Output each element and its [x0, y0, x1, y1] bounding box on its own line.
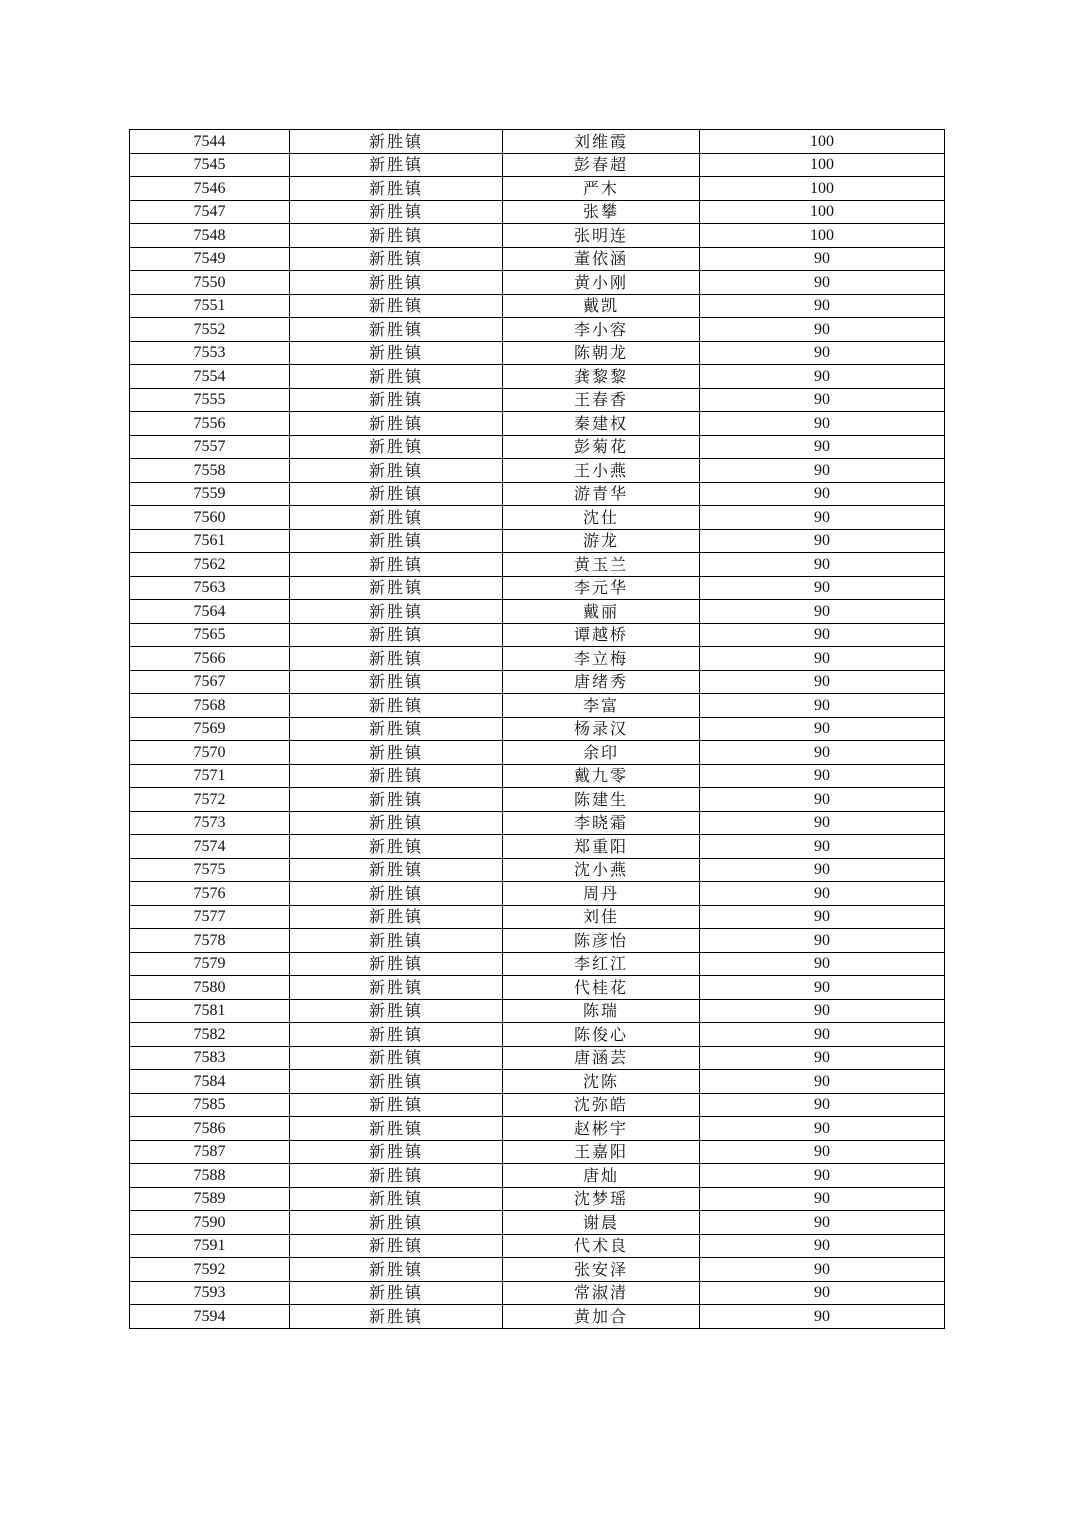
person-name-cell: 沈仕 [503, 506, 700, 530]
person-name-cell: 沈弥皓 [503, 1093, 700, 1117]
roster-table-body [130, 130, 945, 1329]
score-cell: 100 [700, 153, 945, 177]
person-name-cell: 刘佳 [503, 905, 700, 929]
person-name-cell: 陈建生 [503, 788, 700, 812]
town-cell: 新胜镇 [290, 1234, 503, 1258]
person-name-cell: 戴凯 [503, 294, 700, 318]
table-row [130, 1117, 945, 1141]
row-number-cell: 7588 [130, 1164, 290, 1188]
score-cell: 90 [700, 623, 945, 647]
table-row [130, 670, 945, 694]
score-cell: 90 [700, 365, 945, 389]
town-cell: 新胜镇 [290, 905, 503, 929]
score-cell: 90 [700, 1117, 945, 1141]
person-name-cell: 周丹 [503, 882, 700, 906]
person-name-cell: 游青华 [503, 482, 700, 506]
town-cell: 新胜镇 [290, 1258, 503, 1282]
person-name-cell: 戴丽 [503, 600, 700, 624]
row-number-cell: 7571 [130, 764, 290, 788]
town-cell: 新胜镇 [290, 952, 503, 976]
score-cell: 90 [700, 952, 945, 976]
table-row [130, 811, 945, 835]
row-number-cell: 7554 [130, 365, 290, 389]
row-number-cell: 7587 [130, 1140, 290, 1164]
row-number-cell: 7548 [130, 224, 290, 248]
score-cell: 90 [700, 1070, 945, 1094]
row-number-cell: 7547 [130, 200, 290, 224]
score-cell: 90 [700, 1093, 945, 1117]
person-name-cell: 李元华 [503, 576, 700, 600]
score-cell: 90 [700, 1211, 945, 1235]
town-cell: 新胜镇 [290, 200, 503, 224]
score-cell: 90 [700, 1164, 945, 1188]
row-number-cell: 7585 [130, 1093, 290, 1117]
score-cell: 100 [700, 177, 945, 201]
town-cell: 新胜镇 [290, 694, 503, 718]
town-cell: 新胜镇 [290, 1140, 503, 1164]
person-name-cell: 彭春超 [503, 153, 700, 177]
score-cell: 90 [700, 459, 945, 483]
town-cell: 新胜镇 [290, 553, 503, 577]
town-cell: 新胜镇 [290, 459, 503, 483]
town-cell: 新胜镇 [290, 1046, 503, 1070]
table-row [130, 717, 945, 741]
score-cell: 90 [700, 1258, 945, 1282]
score-cell: 90 [700, 271, 945, 295]
row-number-cell: 7580 [130, 976, 290, 1000]
person-name-cell: 余印 [503, 741, 700, 765]
table-row [130, 623, 945, 647]
town-cell: 新胜镇 [290, 623, 503, 647]
town-cell: 新胜镇 [290, 858, 503, 882]
row-number-cell: 7562 [130, 553, 290, 577]
row-number-cell: 7550 [130, 271, 290, 295]
score-cell: 90 [700, 905, 945, 929]
row-number-cell: 7572 [130, 788, 290, 812]
person-name-cell: 沈小燕 [503, 858, 700, 882]
town-cell: 新胜镇 [290, 1281, 503, 1305]
town-cell: 新胜镇 [290, 576, 503, 600]
person-name-cell: 陈俊心 [503, 1023, 700, 1047]
person-name-cell: 谭越桥 [503, 623, 700, 647]
score-cell: 90 [700, 1187, 945, 1211]
town-cell: 新胜镇 [290, 388, 503, 412]
row-number-cell: 7583 [130, 1046, 290, 1070]
score-cell: 90 [700, 412, 945, 436]
row-number-cell: 7577 [130, 905, 290, 929]
town-cell: 新胜镇 [290, 1117, 503, 1141]
score-cell: 100 [700, 130, 945, 154]
score-cell: 90 [700, 882, 945, 906]
score-cell: 90 [700, 553, 945, 577]
table-row [130, 506, 945, 530]
town-cell: 新胜镇 [290, 1070, 503, 1094]
person-name-cell: 王小燕 [503, 459, 700, 483]
row-number-cell: 7575 [130, 858, 290, 882]
table-row [130, 341, 945, 365]
person-name-cell: 张明连 [503, 224, 700, 248]
row-number-cell: 7556 [130, 412, 290, 436]
person-name-cell: 李小容 [503, 318, 700, 342]
score-cell: 90 [700, 318, 945, 342]
town-cell: 新胜镇 [290, 717, 503, 741]
table-row [130, 741, 945, 765]
table-row [130, 1234, 945, 1258]
person-name-cell: 李红江 [503, 952, 700, 976]
score-cell: 90 [700, 1305, 945, 1329]
score-cell: 100 [700, 200, 945, 224]
town-cell: 新胜镇 [290, 412, 503, 436]
table-row [130, 764, 945, 788]
person-name-cell: 唐灿 [503, 1164, 700, 1188]
town-cell: 新胜镇 [290, 506, 503, 530]
table-row [130, 553, 945, 577]
row-number-cell: 7591 [130, 1234, 290, 1258]
person-name-cell: 张攀 [503, 200, 700, 224]
score-cell: 90 [700, 999, 945, 1023]
score-cell: 90 [700, 670, 945, 694]
town-cell: 新胜镇 [290, 1211, 503, 1235]
town-cell: 新胜镇 [290, 1187, 503, 1211]
town-cell: 新胜镇 [290, 1164, 503, 1188]
row-number-cell: 7567 [130, 670, 290, 694]
person-name-cell: 李立梅 [503, 647, 700, 671]
table-row [130, 1258, 945, 1282]
score-cell: 90 [700, 741, 945, 765]
table-row [130, 294, 945, 318]
row-number-cell: 7564 [130, 600, 290, 624]
town-cell: 新胜镇 [290, 670, 503, 694]
score-cell: 90 [700, 1140, 945, 1164]
person-name-cell: 唐绪秀 [503, 670, 700, 694]
row-number-cell: 7568 [130, 694, 290, 718]
town-cell: 新胜镇 [290, 529, 503, 553]
table-row [130, 1305, 945, 1329]
row-number-cell: 7545 [130, 153, 290, 177]
row-number-cell: 7570 [130, 741, 290, 765]
table-row [130, 388, 945, 412]
person-name-cell: 李晓霜 [503, 811, 700, 835]
town-cell: 新胜镇 [290, 177, 503, 201]
table-row [130, 459, 945, 483]
row-number-cell: 7584 [130, 1070, 290, 1094]
roster-table [129, 129, 945, 1329]
score-cell: 90 [700, 1023, 945, 1047]
row-number-cell: 7579 [130, 952, 290, 976]
person-name-cell: 郑重阳 [503, 835, 700, 859]
town-cell: 新胜镇 [290, 435, 503, 459]
person-name-cell: 游龙 [503, 529, 700, 553]
town-cell: 新胜镇 [290, 600, 503, 624]
row-number-cell: 7578 [130, 929, 290, 953]
person-name-cell: 戴九零 [503, 764, 700, 788]
person-name-cell: 王春香 [503, 388, 700, 412]
row-number-cell: 7594 [130, 1305, 290, 1329]
score-cell: 90 [700, 835, 945, 859]
table-row [130, 576, 945, 600]
town-cell: 新胜镇 [290, 929, 503, 953]
row-number-cell: 7553 [130, 341, 290, 365]
row-number-cell: 7549 [130, 247, 290, 271]
row-number-cell: 7589 [130, 1187, 290, 1211]
person-name-cell: 严木 [503, 177, 700, 201]
table-row [130, 929, 945, 953]
table-row [130, 1046, 945, 1070]
person-name-cell: 董依涵 [503, 247, 700, 271]
table-row [130, 858, 945, 882]
table-row [130, 999, 945, 1023]
score-cell: 90 [700, 341, 945, 365]
row-number-cell: 7552 [130, 318, 290, 342]
table-row [130, 1023, 945, 1047]
town-cell: 新胜镇 [290, 294, 503, 318]
person-name-cell: 代桂花 [503, 976, 700, 1000]
town-cell: 新胜镇 [290, 341, 503, 365]
row-number-cell: 7573 [130, 811, 290, 835]
score-cell: 90 [700, 788, 945, 812]
score-cell: 90 [700, 647, 945, 671]
table-row [130, 318, 945, 342]
person-name-cell: 张安泽 [503, 1258, 700, 1282]
table-row [130, 882, 945, 906]
person-name-cell: 龚黎黎 [503, 365, 700, 389]
table-row [130, 435, 945, 459]
table-row [130, 200, 945, 224]
town-cell: 新胜镇 [290, 1305, 503, 1329]
town-cell: 新胜镇 [290, 1093, 503, 1117]
row-number-cell: 7569 [130, 717, 290, 741]
town-cell: 新胜镇 [290, 999, 503, 1023]
town-cell: 新胜镇 [290, 811, 503, 835]
town-cell: 新胜镇 [290, 224, 503, 248]
person-name-cell: 陈彦怡 [503, 929, 700, 953]
score-cell: 90 [700, 811, 945, 835]
town-cell: 新胜镇 [290, 130, 503, 154]
person-name-cell: 杨录汉 [503, 717, 700, 741]
table-row [130, 976, 945, 1000]
table-row [130, 647, 945, 671]
table-row [130, 1140, 945, 1164]
score-cell: 90 [700, 717, 945, 741]
person-name-cell: 刘维霞 [503, 130, 700, 154]
person-name-cell: 秦建权 [503, 412, 700, 436]
town-cell: 新胜镇 [290, 741, 503, 765]
table-row [130, 271, 945, 295]
town-cell: 新胜镇 [290, 764, 503, 788]
score-cell: 90 [700, 247, 945, 271]
table-row [130, 1211, 945, 1235]
row-number-cell: 7582 [130, 1023, 290, 1047]
person-name-cell: 常淑清 [503, 1281, 700, 1305]
person-name-cell: 谢晨 [503, 1211, 700, 1235]
score-cell: 90 [700, 388, 945, 412]
row-number-cell: 7576 [130, 882, 290, 906]
person-name-cell: 黄小刚 [503, 271, 700, 295]
score-cell: 90 [700, 482, 945, 506]
person-name-cell: 王嘉阳 [503, 1140, 700, 1164]
table-row [130, 1070, 945, 1094]
table-row [130, 905, 945, 929]
person-name-cell: 沈梦瑶 [503, 1187, 700, 1211]
person-name-cell: 唐涵芸 [503, 1046, 700, 1070]
person-name-cell: 陈瑞 [503, 999, 700, 1023]
person-name-cell: 沈陈 [503, 1070, 700, 1094]
table-row [130, 788, 945, 812]
score-cell: 90 [700, 764, 945, 788]
table-row [130, 1093, 945, 1117]
row-number-cell: 7581 [130, 999, 290, 1023]
table-row [130, 365, 945, 389]
score-cell: 90 [700, 694, 945, 718]
score-cell: 90 [700, 435, 945, 459]
score-cell: 90 [700, 1046, 945, 1070]
row-number-cell: 7555 [130, 388, 290, 412]
score-cell: 90 [700, 506, 945, 530]
score-cell: 90 [700, 529, 945, 553]
table-row [130, 247, 945, 271]
town-cell: 新胜镇 [290, 365, 503, 389]
row-number-cell: 7559 [130, 482, 290, 506]
town-cell: 新胜镇 [290, 482, 503, 506]
row-number-cell: 7544 [130, 130, 290, 154]
table-row [130, 177, 945, 201]
table-row [130, 952, 945, 976]
table-row [130, 482, 945, 506]
town-cell: 新胜镇 [290, 788, 503, 812]
table-row [130, 835, 945, 859]
row-number-cell: 7551 [130, 294, 290, 318]
town-cell: 新胜镇 [290, 271, 503, 295]
row-number-cell: 7560 [130, 506, 290, 530]
row-number-cell: 7590 [130, 1211, 290, 1235]
table-row [130, 153, 945, 177]
person-name-cell: 黄玉兰 [503, 553, 700, 577]
person-name-cell: 黄加合 [503, 1305, 700, 1329]
person-name-cell: 李富 [503, 694, 700, 718]
town-cell: 新胜镇 [290, 247, 503, 271]
row-number-cell: 7557 [130, 435, 290, 459]
table-row [130, 224, 945, 248]
town-cell: 新胜镇 [290, 153, 503, 177]
person-name-cell: 彭菊花 [503, 435, 700, 459]
table-row [130, 1164, 945, 1188]
table-row [130, 529, 945, 553]
table-row [130, 412, 945, 436]
person-name-cell: 代术良 [503, 1234, 700, 1258]
row-number-cell: 7593 [130, 1281, 290, 1305]
score-cell: 90 [700, 858, 945, 882]
row-number-cell: 7558 [130, 459, 290, 483]
table-row [130, 600, 945, 624]
row-number-cell: 7565 [130, 623, 290, 647]
row-number-cell: 7574 [130, 835, 290, 859]
row-number-cell: 7561 [130, 529, 290, 553]
score-cell: 90 [700, 1234, 945, 1258]
town-cell: 新胜镇 [290, 1023, 503, 1047]
table-row [130, 1281, 945, 1305]
person-name-cell: 陈朝龙 [503, 341, 700, 365]
row-number-cell: 7563 [130, 576, 290, 600]
score-cell: 90 [700, 1281, 945, 1305]
row-number-cell: 7592 [130, 1258, 290, 1282]
person-name-cell: 赵彬宇 [503, 1117, 700, 1141]
score-cell: 90 [700, 600, 945, 624]
row-number-cell: 7546 [130, 177, 290, 201]
table-row [130, 694, 945, 718]
score-cell: 90 [700, 976, 945, 1000]
town-cell: 新胜镇 [290, 318, 503, 342]
score-cell: 90 [700, 576, 945, 600]
row-number-cell: 7586 [130, 1117, 290, 1141]
row-number-cell: 7566 [130, 647, 290, 671]
town-cell: 新胜镇 [290, 835, 503, 859]
score-cell: 90 [700, 294, 945, 318]
score-cell: 90 [700, 929, 945, 953]
table-row [130, 130, 945, 154]
score-cell: 100 [700, 224, 945, 248]
table-row [130, 1187, 945, 1211]
town-cell: 新胜镇 [290, 647, 503, 671]
town-cell: 新胜镇 [290, 976, 503, 1000]
town-cell: 新胜镇 [290, 882, 503, 906]
